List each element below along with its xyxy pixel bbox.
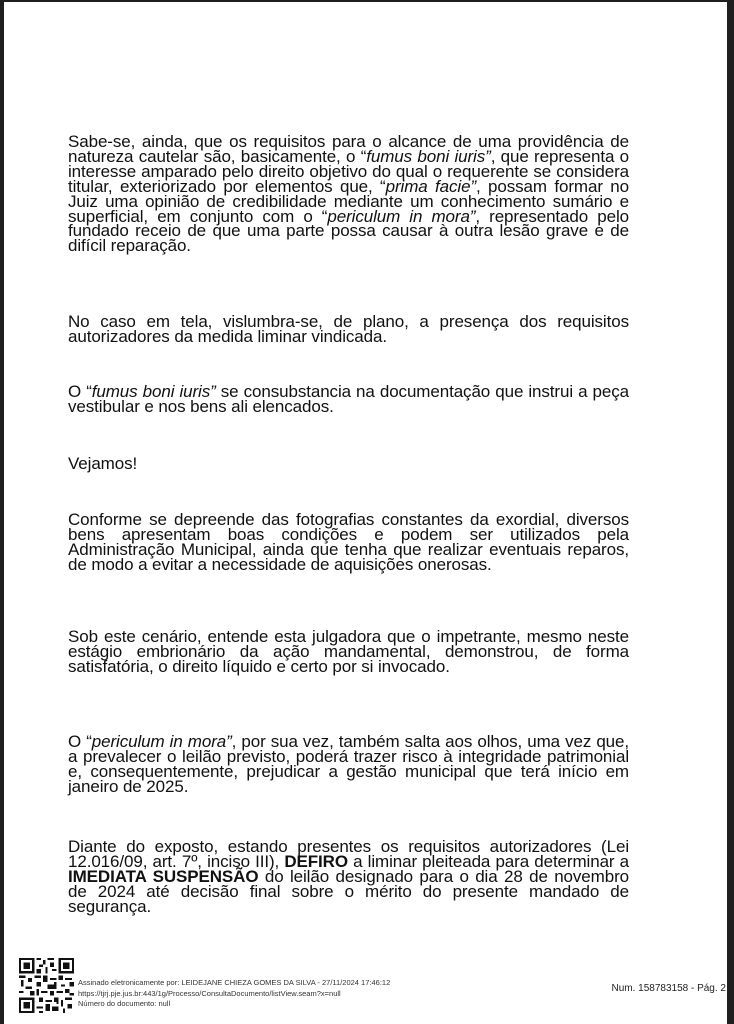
italic-text: fumus boni iuris” [366,146,491,166]
text-segment: , que representa o interesse amparado pelo direito objetivo do qual o requerente se considera titular, exteriorizado por elementos que, “ [68,146,630,196]
document-page [4,2,727,1024]
italic-text: periculum in mora” [91,732,232,751]
text-segment: Sob este cenário, entende esta julgadora que o impetrante, mesmo neste estágio embrionário da ação mandamental, demonstrou, de forma satisfatória, o direito líquido e certo por si invocado. [68,627,629,676]
paragraph-periculum-in-mora [68,732,630,796]
paragraph-fumus-boni-iuris [68,382,629,416]
text-segment: Sabe-se, ainda, que os requisitos para o alcance de uma providência de natureza cautelar são, basicamente, o “ [68,132,629,166]
text-segment: do leilão designado para o dia 28 de novembro de 2024 até decisão final sobre o mérito do presente mandado de segurança. [68,866,629,916]
italic-text: prima facie” [385,176,477,196]
page-number: Num. 158783158 - Pág. 2 [611,983,726,994]
text-segment: , representado pelo fundado receio de que uma parte possa causar à outra lesão grave e de difícil reparação. [68,206,629,256]
paragraph-fotografias [68,510,629,574]
paragraph-caso-em-tela [68,312,629,346]
signature-block [78,978,390,1010]
text-segment: O “ [68,732,92,751]
bold-text: DEFIRO [284,851,348,871]
italic-text: periculum in mora” [327,206,476,226]
italic-text: fumus boni iuris” [91,382,216,401]
text-segment: No caso em tela, vislumbra-se, de plano, a presença dos requisitos autorizadores da medida liminar vindicada. [68,312,629,346]
qr-code-icon[interactable] [19,958,74,1013]
document-url-link[interactable]: https://tjrj.pje.jus.br:443/1g/Processo/ConsultaDocumento/listView.seam?x=null [78,988,341,998]
text-segment: , possam formar no Juiz uma opinião de credibilidade mediante um conhecimento sumário e superficial, em conjunto com o “ [68,176,629,226]
text-segment: Vejamos! [68,454,138,473]
bold-text: IMEDIATA SUSPENSÃO [68,866,259,886]
text-segment: Conforme se depreende das fotografias constantes da exordial, diversos bens apresentam boas condições e podem ser utilizados pela Administração Municipal, ainda que tenha que realizar eventuais reparos, de modo a evitar a necessidade de aquisições onerosas. [68,510,629,574]
text-segment: , por sua vez, também salta aos olhos, uma vez que, a prevalecer o leilão previsto, poderá trazer risco à integridade patrimonial e, consequentemente, prejudicar a gestão municipal que terá início em janeiro de 2025. [68,732,630,796]
paragraph-dispositivo [68,837,630,916]
paragraph-cautelar-requisitos [68,132,630,256]
text-segment: se consubstancia na documentação que instrui a peça vestibular e nos bens ali elencados. [68,382,629,416]
text-segment: Diante do exposto, estando presentes os requisitos autorizadores (Lei 12.016/09, art. 7º, inciso III), [68,837,629,871]
paragraph-vejamos [68,454,629,473]
document-number: Número do documento: null [78,999,171,1009]
text-segment: a liminar pleiteada para determinar a [347,851,630,871]
signature-line: Assinado eletronicamente por: LEIDEJANE CHIEZA GOMES DA SILVA - 27/11/2024 17:46:12 [78,978,391,987]
paragraph-cenario [68,627,629,676]
text-segment: O “ [68,382,92,401]
